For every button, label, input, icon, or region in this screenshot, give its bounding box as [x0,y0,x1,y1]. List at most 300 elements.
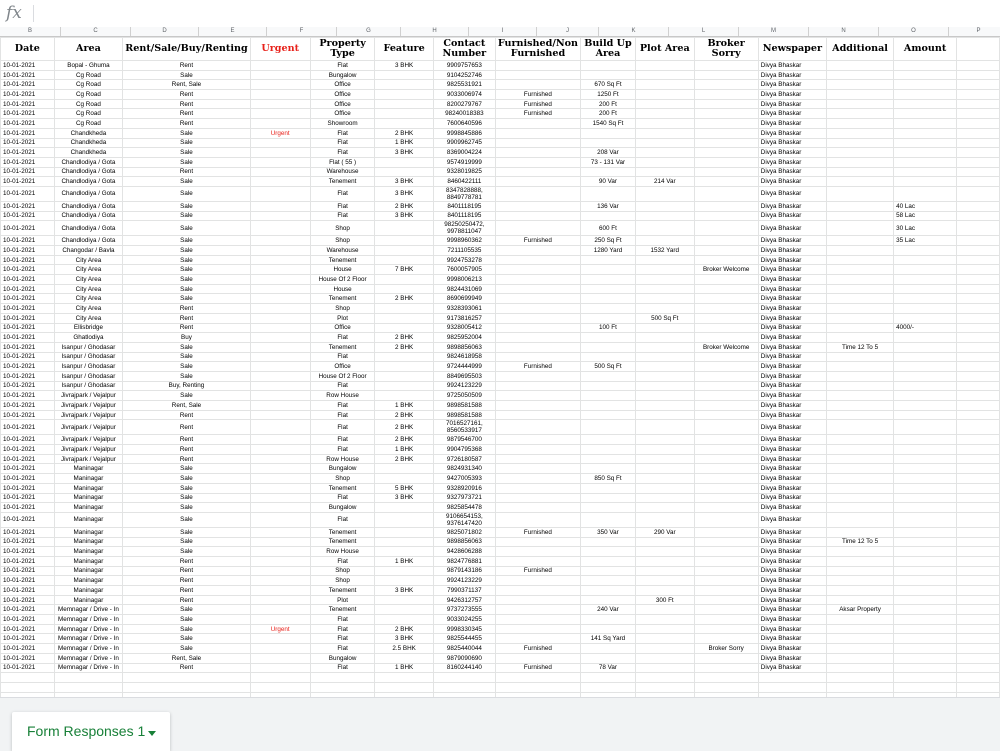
table-cell[interactable]: Furnished [495,90,580,100]
table-cell[interactable]: 9904795368 [433,445,495,455]
table-cell[interactable] [694,474,758,484]
table-cell[interactable]: Flat [310,333,375,343]
table-cell[interactable] [250,566,310,576]
table-cell[interactable]: Flat [310,201,375,211]
table-cell[interactable] [694,673,758,683]
table-cell[interactable] [635,547,694,557]
table-cell[interactable] [635,673,694,683]
table-cell[interactable] [694,186,758,201]
table-cell[interactable] [375,464,433,474]
table-cell[interactable]: Divya Bhaskar [758,70,826,80]
table-cell[interactable]: 4000/- [894,323,957,333]
table-cell[interactable]: Divya Bhaskar [758,177,826,187]
table-cell[interactable] [758,673,826,683]
table-cell[interactable] [250,109,310,119]
table-cell[interactable] [635,61,694,71]
table-cell[interactable] [957,284,1000,294]
table-cell[interactable]: 10-01-2021 [1,410,55,420]
table-cell[interactable] [250,304,310,314]
table-cell[interactable] [250,333,310,343]
table-cell[interactable]: 9998960362 [433,236,495,246]
table-cell[interactable] [581,167,636,177]
table-cell[interactable]: Divya Bhaskar [758,80,826,90]
table-cell[interactable]: 9898856063 [433,342,495,352]
table-cell[interactable]: 1 BHK [375,445,433,455]
table-cell[interactable] [694,148,758,158]
table-cell[interactable] [581,138,636,148]
table-cell[interactable] [957,634,1000,644]
table-cell[interactable]: Sale [123,284,250,294]
table-cell[interactable]: Divya Bhaskar [758,333,826,343]
table-cell[interactable]: 98240018383 [433,109,495,119]
table-cell[interactable]: Shop [310,304,375,314]
table-cell[interactable] [957,391,1000,401]
table-cell[interactable] [635,503,694,513]
table-cell[interactable] [635,138,694,148]
table-cell[interactable]: 35 Lac [894,236,957,246]
table-cell[interactable] [957,255,1000,265]
table-cell[interactable]: Sale [123,201,250,211]
table-cell[interactable] [826,362,893,372]
table-cell[interactable] [495,265,580,275]
table-cell[interactable] [957,221,1000,236]
table-cell[interactable] [250,527,310,537]
table-cell[interactable]: Buy, Renting [123,381,250,391]
table-cell[interactable] [957,644,1000,654]
table-cell[interactable] [635,381,694,391]
table-cell[interactable]: 10-01-2021 [1,615,55,625]
table-cell[interactable]: Divya Bhaskar [758,595,826,605]
table-cell[interactable] [581,313,636,323]
table-cell[interactable] [250,435,310,445]
table-cell[interactable] [894,391,957,401]
table-cell[interactable]: Flat [310,556,375,566]
table-cell[interactable]: Divya Bhaskar [758,148,826,158]
table-cell[interactable] [694,391,758,401]
table-cell[interactable] [694,483,758,493]
table-cell[interactable] [957,493,1000,503]
table-cell[interactable] [635,148,694,158]
table-cell[interactable]: 500 Sq Ft [635,313,694,323]
table-cell[interactable] [826,391,893,401]
table-cell[interactable]: Chandlodiya / Gota [54,236,123,246]
table-cell[interactable] [635,221,694,236]
table-cell[interactable]: 250 Sq Ft [581,236,636,246]
table-cell[interactable]: Warehouse [310,246,375,256]
table-cell[interactable]: 2.5 BHK [375,644,433,654]
table-cell[interactable]: 9328019825 [433,167,495,177]
table-cell[interactable] [250,371,310,381]
table-cell[interactable]: 8347828888, 8849778781 [433,186,495,201]
table-cell[interactable]: 9998330345 [433,624,495,634]
table-cell[interactable] [957,435,1000,445]
table-cell[interactable] [957,420,1000,435]
table-cell[interactable]: Broker Welcome [694,342,758,352]
table-cell[interactable] [694,333,758,343]
table-cell[interactable] [694,503,758,513]
table-cell[interactable]: Sale [123,474,250,484]
table-cell[interactable]: 7600057905 [433,265,495,275]
table-cell[interactable]: Divya Bhaskar [758,342,826,352]
table-cell[interactable] [495,493,580,503]
caret-down-icon[interactable] [148,731,156,736]
table-cell[interactable]: 10-01-2021 [1,236,55,246]
table-cell[interactable] [826,556,893,566]
table-cell[interactable]: Rent [123,663,250,673]
table-cell[interactable]: Divya Bhaskar [758,138,826,148]
table-cell[interactable]: Divya Bhaskar [758,255,826,265]
table-cell[interactable] [250,464,310,474]
table-cell[interactable]: Furnished [495,644,580,654]
table-cell[interactable]: Divya Bhaskar [758,265,826,275]
table-cell[interactable] [894,342,957,352]
table-cell[interactable] [250,595,310,605]
table-cell[interactable] [250,236,310,246]
table-cell[interactable]: 2 BHK [375,624,433,634]
table-cell[interactable] [635,556,694,566]
table-cell[interactable] [826,275,893,285]
table-cell[interactable] [375,109,433,119]
table-cell[interactable] [894,576,957,586]
table-cell[interactable]: Maninagar [54,566,123,576]
table-cell[interactable] [957,474,1000,484]
table-cell[interactable] [957,682,1000,692]
table-cell[interactable] [375,80,433,90]
table-cell[interactable]: 2 BHK [375,294,433,304]
table-cell[interactable] [694,61,758,71]
table-cell[interactable] [826,586,893,596]
table-cell[interactable]: Sale [123,483,250,493]
table-cell[interactable] [826,682,893,692]
table-cell[interactable]: Memnagar / Drive - In [54,624,123,634]
table-cell[interactable]: 5 BHK [375,483,433,493]
table-cell[interactable]: Divya Bhaskar [758,201,826,211]
table-cell[interactable]: Divya Bhaskar [758,119,826,129]
table-cell[interactable]: Sale [123,148,250,158]
table-cell[interactable] [894,128,957,138]
table-cell[interactable] [694,527,758,537]
table-cell[interactable] [495,313,580,323]
table-cell[interactable] [894,284,957,294]
table-cell[interactable]: 10-01-2021 [1,605,55,615]
table-cell[interactable]: Divya Bhaskar [758,186,826,201]
table-cell[interactable]: Plot [310,595,375,605]
table-cell[interactable]: 8160244140 [433,663,495,673]
table-cell[interactable] [826,576,893,586]
table-cell[interactable]: Divya Bhaskar [758,284,826,294]
table-cell[interactable]: 10-01-2021 [1,90,55,100]
table-cell[interactable]: House [310,265,375,275]
table-cell[interactable] [375,512,433,527]
table-cell[interactable] [894,634,957,644]
table-cell[interactable]: 9824931340 [433,464,495,474]
table-cell[interactable]: Divya Bhaskar [758,128,826,138]
table-cell[interactable]: 10-01-2021 [1,167,55,177]
table-cell[interactable] [957,653,1000,663]
table-cell[interactable] [957,483,1000,493]
table-cell[interactable] [894,119,957,129]
table-cell[interactable]: Rent [123,109,250,119]
table-cell[interactable] [826,157,893,167]
table-cell[interactable]: 8200279767 [433,99,495,109]
table-cell[interactable] [894,167,957,177]
table-cell[interactable]: Divya Bhaskar [758,401,826,411]
table-cell[interactable] [826,201,893,211]
table-cell[interactable]: 40 Lac [894,201,957,211]
table-cell[interactable]: Flat [310,644,375,654]
table-cell[interactable] [957,605,1000,615]
header-cell[interactable]: Furnished/Non Furnished [495,38,580,61]
table-cell[interactable] [495,255,580,265]
table-cell[interactable] [375,90,433,100]
table-cell[interactable]: 10-01-2021 [1,371,55,381]
table-cell[interactable]: Sale [123,265,250,275]
table-cell[interactable]: Sale [123,221,250,236]
table-cell[interactable] [957,381,1000,391]
table-cell[interactable]: 2 BHK [375,342,433,352]
table-cell[interactable] [957,275,1000,285]
table-cell[interactable] [894,586,957,596]
table-cell[interactable] [581,537,636,547]
table-cell[interactable]: Rent [123,61,250,71]
table-cell[interactable]: Tenement [310,177,375,187]
table-cell[interactable]: Cg Road [54,109,123,119]
table-cell[interactable]: Sale [123,157,250,167]
table-cell[interactable] [250,503,310,513]
table-cell[interactable] [581,454,636,464]
table-cell[interactable] [694,352,758,362]
table-cell[interactable] [250,586,310,596]
table-cell[interactable]: 1540 Sq Ft [581,119,636,129]
table-cell[interactable] [581,352,636,362]
table-cell[interactable] [495,586,580,596]
table-cell[interactable]: Divya Bhaskar [758,323,826,333]
table-cell[interactable]: Sale [123,177,250,187]
table-cell[interactable] [635,420,694,435]
table-cell[interactable]: 3 BHK [375,211,433,221]
table-cell[interactable] [694,323,758,333]
table-cell[interactable] [495,323,580,333]
table-cell[interactable]: Rent [123,167,250,177]
table-cell[interactable] [894,255,957,265]
table-cell[interactable] [495,391,580,401]
table-cell[interactable] [375,304,433,314]
table-cell[interactable]: Furnished [495,362,580,372]
table-cell[interactable] [495,148,580,158]
table-cell[interactable] [694,624,758,634]
table-cell[interactable]: Sale [123,615,250,625]
table-cell[interactable] [250,294,310,304]
table-cell[interactable] [635,90,694,100]
table-cell[interactable]: Sale [123,527,250,537]
table-cell[interactable] [581,586,636,596]
table-cell[interactable] [581,128,636,138]
table-cell[interactable]: Divya Bhaskar [758,167,826,177]
table-cell[interactable]: Divya Bhaskar [758,474,826,484]
table-cell[interactable]: 9428606288 [433,547,495,557]
table-cell[interactable]: Office [310,99,375,109]
table-cell[interactable] [250,362,310,372]
table-cell[interactable]: Sale [123,138,250,148]
table-cell[interactable]: Rent [123,304,250,314]
table-cell[interactable]: Divya Bhaskar [758,246,826,256]
table-cell[interactable] [581,294,636,304]
table-cell[interactable]: 10-01-2021 [1,566,55,576]
column-header-f[interactable]: F [267,27,337,36]
table-cell[interactable] [826,167,893,177]
table-cell[interactable] [250,211,310,221]
table-cell[interactable]: Ellisbridge [54,323,123,333]
table-cell[interactable] [581,595,636,605]
table-cell[interactable]: Flat [310,615,375,625]
table-cell[interactable] [495,119,580,129]
table-cell[interactable] [495,128,580,138]
table-cell[interactable]: Divya Bhaskar [758,362,826,372]
table-cell[interactable] [957,186,1000,201]
table-cell[interactable] [894,410,957,420]
header-cell[interactable]: Property Type [310,38,375,61]
table-cell[interactable] [957,362,1000,372]
table-cell[interactable]: 9909757653 [433,61,495,71]
table-cell[interactable]: 10-01-2021 [1,576,55,586]
table-cell[interactable]: Maninagar [54,474,123,484]
table-cell[interactable]: Tenement [310,483,375,493]
table-cell[interactable] [250,512,310,527]
table-cell[interactable] [826,61,893,71]
table-cell[interactable] [1,682,55,692]
table-cell[interactable] [957,80,1000,90]
table-cell[interactable]: Isanpur / Ghodasar [54,352,123,362]
table-cell[interactable] [826,352,893,362]
table-cell[interactable]: 8369004224 [433,148,495,158]
table-cell[interactable] [495,177,580,187]
table-cell[interactable] [957,586,1000,596]
table-cell[interactable]: 850 Sq Ft [581,474,636,484]
table-cell[interactable] [957,148,1000,158]
table-cell[interactable] [495,246,580,256]
table-cell[interactable]: Divya Bhaskar [758,644,826,654]
table-cell[interactable]: 10-01-2021 [1,333,55,343]
table-cell[interactable] [495,201,580,211]
table-cell[interactable] [635,566,694,576]
table-cell[interactable] [826,255,893,265]
table-cell[interactable] [581,284,636,294]
table-cell[interactable] [375,362,433,372]
table-cell[interactable]: Furnished [495,109,580,119]
table-cell[interactable] [375,236,433,246]
table-cell[interactable]: Bungalow [310,653,375,663]
column-header-k[interactable]: K [599,27,669,36]
table-cell[interactable] [250,275,310,285]
table-cell[interactable]: Memnagar / Drive - In [54,663,123,673]
table-cell[interactable]: 500 Sq Ft [581,362,636,372]
table-cell[interactable] [826,464,893,474]
table-cell[interactable] [694,90,758,100]
table-cell[interactable] [495,70,580,80]
table-cell[interactable] [894,186,957,201]
table-cell[interactable] [581,61,636,71]
table-cell[interactable]: Flat [310,410,375,420]
column-header-i[interactable]: I [469,27,537,36]
table-cell[interactable]: 10-01-2021 [1,99,55,109]
table-cell[interactable] [957,90,1000,100]
table-cell[interactable]: 141 Sq Yard [581,634,636,644]
table-cell[interactable]: Jivrajpark / Vejalpur [54,401,123,411]
column-header-l[interactable]: L [669,27,739,36]
table-cell[interactable] [826,90,893,100]
column-header-g[interactable]: G [337,27,401,36]
table-cell[interactable]: Office [310,80,375,90]
table-cell[interactable]: 2 BHK [375,333,433,343]
table-cell[interactable] [635,352,694,362]
table-cell[interactable] [375,547,433,557]
table-cell[interactable] [495,157,580,167]
table-cell[interactable]: Divya Bhaskar [758,211,826,221]
table-cell[interactable]: 200 Ft [581,109,636,119]
table-cell[interactable] [375,673,433,683]
table-cell[interactable]: Sale [123,186,250,201]
table-cell[interactable]: 2 BHK [375,201,433,211]
table-cell[interactable] [957,128,1000,138]
table-cell[interactable]: 30 Lac [894,221,957,236]
table-cell[interactable]: Divya Bhaskar [758,445,826,455]
table-cell[interactable] [694,605,758,615]
table-cell[interactable]: 10-01-2021 [1,512,55,527]
table-cell[interactable] [826,503,893,513]
header-cell[interactable]: Additional [826,38,893,61]
table-cell[interactable] [495,673,580,683]
table-cell[interactable] [635,445,694,455]
table-cell[interactable]: Divya Bhaskar [758,483,826,493]
header-cell[interactable]: Feature [375,38,433,61]
table-cell[interactable] [694,547,758,557]
table-cell[interactable] [694,420,758,435]
table-cell[interactable]: Rent [123,435,250,445]
table-cell[interactable]: Sale [123,634,250,644]
table-cell[interactable] [894,595,957,605]
table-cell[interactable]: Broker Sorry [694,644,758,654]
table-cell[interactable] [250,99,310,109]
table-cell[interactable]: 670 Sq Ft [581,80,636,90]
table-cell[interactable]: Flat [310,401,375,411]
table-cell[interactable] [495,464,580,474]
table-cell[interactable] [826,420,893,435]
table-cell[interactable]: Flat [310,493,375,503]
table-cell[interactable]: 7 BHK [375,265,433,275]
table-cell[interactable]: Rent [123,313,250,323]
table-cell[interactable] [826,527,893,537]
table-cell[interactable] [250,410,310,420]
column-header-e[interactable]: E [199,27,267,36]
table-cell[interactable]: 9724444999 [433,362,495,372]
table-cell[interactable]: City Area [54,294,123,304]
table-cell[interactable]: 9824618958 [433,352,495,362]
header-cell[interactable]: Rent/Sale/Buy/Renting [123,38,250,61]
table-cell[interactable] [250,420,310,435]
table-cell[interactable] [250,342,310,352]
table-cell[interactable] [375,682,433,692]
table-cell[interactable] [826,119,893,129]
table-cell[interactable] [433,673,495,683]
column-header-j[interactable]: J [537,27,599,36]
table-cell[interactable] [495,576,580,586]
table-cell[interactable] [694,157,758,167]
table-cell[interactable]: 10-01-2021 [1,547,55,557]
table-cell[interactable] [433,682,495,692]
table-cell[interactable] [375,474,433,484]
table-cell[interactable]: 9106654153, 9376147420 [433,512,495,527]
table-cell[interactable]: 10-01-2021 [1,201,55,211]
